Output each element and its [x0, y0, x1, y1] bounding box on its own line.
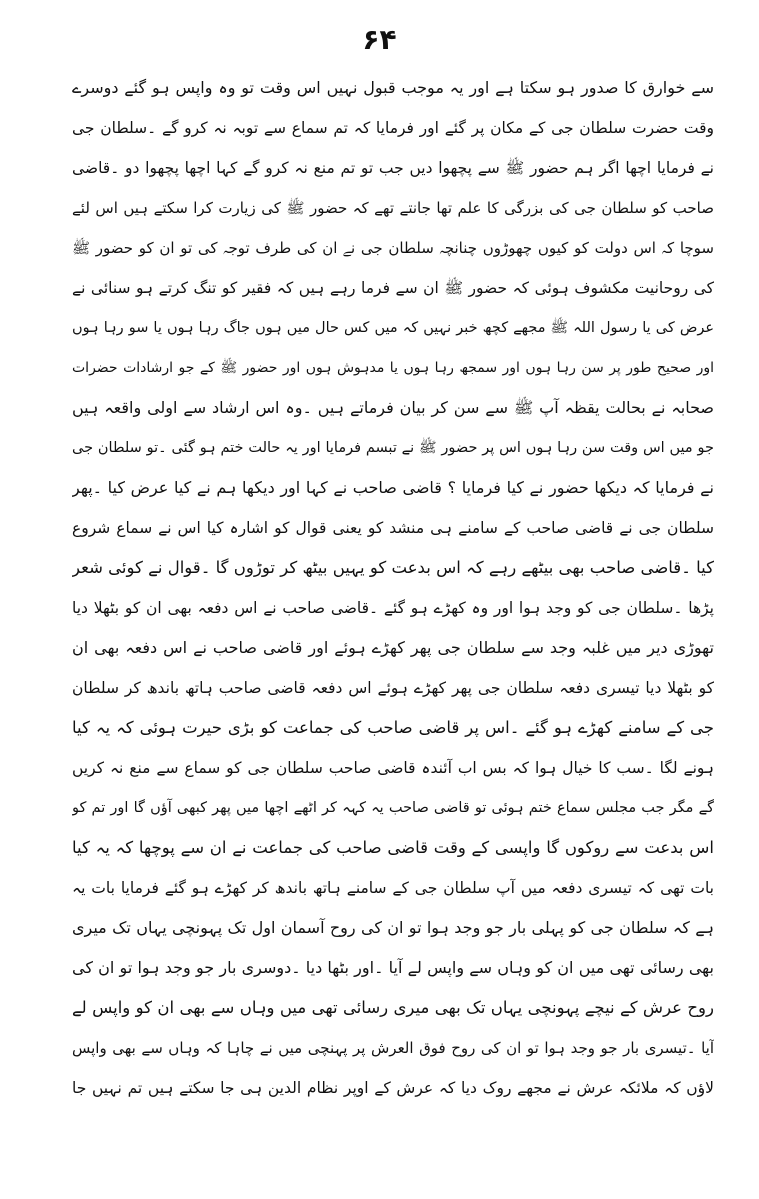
text-line: عرض کی یا رسول اللہ ﷺ مجھے کچھ خبر نہیں کہ میں کس حال میں ہوں جاگ رہا ہوں یا سو رہا ہوں	[72, 320, 714, 336]
text-line: کیا ۔قاضی صاحب بھی بیٹھے رہے کہ اس بدعت کو یہیں بیٹھ کر توڑوں گا ۔قوال نے کوئی شعر	[72, 558, 714, 577]
page-number: ۶۴	[362, 23, 397, 56]
text-line: جو میں اس وقت سن رہا ہوں اس پر حضور ﷺ نے تبسم فرمایا اور یہ حالت ختم ہو گئی ۔تو سلطان جی	[72, 440, 714, 456]
text-line: روح عرش کے نیچے پہونچی یہاں تک بھی میری رسائی تھی میں وہاں سے بھی ان کو واپس لے	[72, 998, 714, 1017]
text-line: بھی رسائی تھی میں ان کو وہاں سے واپس لے آیا ۔اور بٹھا دیا ۔دوسری بار جو وجد ہوا تو ان کی	[72, 958, 714, 977]
text-line: صاحب کو سلطان جی کی بزرگی کا علم تھا جانتے تھے کہ حضور ﷺ کی زیارت کرا سکتے ہیں اس لئے	[72, 199, 714, 217]
text-line: اس بدعت سے روکوں گا واپسی کے وقت قاضی صاحب کی جماعت نے ان سے پوچھا کہ یہ کیا	[72, 838, 714, 857]
text-line: سلطان جی نے قاضی صاحب کے سامنے ہی منشد کو یعنی قوال کو اشارہ کیا اس نے سماع شروع	[72, 519, 714, 537]
body-text	[72, 68, 714, 1108]
text-line: ہے کہ سلطان جی کو پہلی بار جو وجد ہوا تو ان کی روح آسمان اول تک پہونچی یہاں تک میری	[72, 918, 714, 937]
text-line: وقت حضرت سلطان جی کے مکان پر گئے اور فرمایا کہ تم سماع سے توبہ نہ کرو گے ۔سلطان جی	[72, 119, 714, 137]
text-line: صحابہ نے بحالت یقظہ آپ ﷺ سے سن کر بیان فرماتے ہیں ۔وہ اس ارشاد سے اولی واقعہ ہیں	[72, 398, 714, 417]
text-line: گے مگر جب مجلس سماع ختم ہوئی تو قاضی صاحب یہ کہہ کر اٹھے اچھا میں پھر کبھی آؤں گا اور تم کو	[72, 800, 714, 816]
text-line: سوچا کہ اس دولت کو کیوں چھوڑوں چنانچہ سلطان جی نے ان کی طرف توجہ کی تو ان کو حضور ﷺ	[72, 239, 714, 257]
text-line: جی کے سامنے کھڑے ہو گئے ۔اس پر قاضی صاحب کی جماعت کو بڑی حیرت ہوئی کہ یہ کیا	[72, 718, 714, 737]
text-line: سے خوارق کا صدور ہو سکتا ہے اور یہ موجب قبول نہیں اس وقت تو وہ واپس ہو گئے دوسرے	[72, 78, 714, 97]
text-line: لاؤں کہ ملائکہ عرش نے مجھے روک دیا کہ عرش کے اوپر نظام الدین ہی جا سکتے ہیں تم نہیں جا	[72, 1079, 714, 1097]
text-line: پڑھا ۔سلطان جی کو وجد ہوا اور وہ کھڑے ہو گئے ۔قاضی صاحب نے اس دفعہ بھی ان کو بٹھلا دیا	[72, 599, 714, 617]
text-line: نے فرمایا اچھا اگر ہم حضور ﷺ سے پچھوا دیں جب تو تم منع نہ کرو گے کہا اچھا پچھوا دو ۔قاضی	[72, 159, 714, 177]
text-line: ہونے لگا ۔سب کا خیال ہوا کہ بس اب آئندہ قاضی صاحب سلطان جی کو سماع سے منع نہ کریں	[72, 759, 714, 777]
text-line: کو بٹھلا دیا تیسری دفعہ سلطان جی پھر کھڑے ہوئے اس دفعہ قاضی صاحب ہاتھ باندھ کر سلطان	[72, 679, 714, 697]
text-line: بات تھی کہ تیسری دفعہ میں آپ سلطان جی کے سامنے ہاتھ باندھ کر کھڑے ہو گئے فرمایا بات یہ	[72, 879, 714, 897]
text-line: کی روحانیت مکشوف ہوئی کہ حضور ﷺ ان سے فرما رہے ہیں کہ فقیر کو تنگ کرتے ہو سنائی نے	[72, 279, 714, 297]
text-line: اور صحیح طور پر سن رہا ہوں اور سمجھ رہا ہوں یا مدہوش ہوں اور حضور ﷺ کے جو ارشادات حضرات	[72, 360, 714, 376]
text-line: تھوڑی دیر میں غلبہ وجد سے سلطان جی پھر کھڑے ہوئے اور قاضی صاحب نے اس دفعہ بھی ان	[72, 638, 714, 657]
text-line: آیا ۔تیسری بار جو وجد ہوا تو ان کی روح فوق العرش پر پہنچی میں نے چاہا کہ وہاں سے بھی واپس	[72, 1039, 714, 1057]
text-line: نے فرمایا کہ دیکھا حضور نے کیا فرمایا ؟ قاضی صاحب نے کہا اور دیکھا ہم نے کیا عرض کیا ۔پھر	[72, 478, 714, 497]
